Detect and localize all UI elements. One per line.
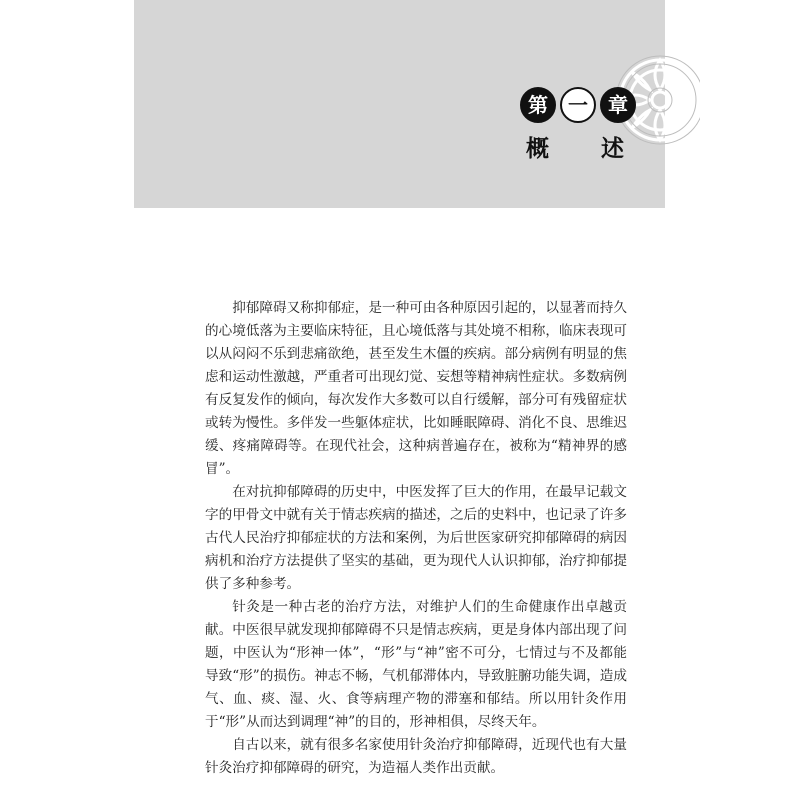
paragraph: 针灸是一种古老的治疗方法，对维护人们的生命健康作出卓越贡献。中医很早就发现抑郁障碍不只是情志疾病，更是身体内部出现了问题，中医认为“形神一体”，“形”与“神”密不可分，七情过与不及都能导致“形”的损伤。神志不畅，气机郁滞体内，导致脏腑功能失调，造成气、血、痰、湿、火、食等病理产物的滞塞和郁结。所以用针灸作用于“形”从而达到调理“神”的目的，形神相俱，尽终天年。 xyxy=(205,599,627,730)
chapter-title xyxy=(520,86,636,124)
paragraph: 在对抗抑郁障碍的历史中，中医发挥了巨大的作用，在最早记载文字的甲骨文中就有关于情志疾病的描述，之后的史料中，也记录了许多古代人民治疗抑郁症状的方法和案例，为后世医家研究抑郁障碍的病因病机和治疗方法提供了坚实的基础，更为现代人认识抑郁，治疗抑郁提供了多种参考。 xyxy=(205,484,627,592)
section-title: 概 述 xyxy=(526,135,647,162)
body-text xyxy=(205,297,627,780)
paragraph: 抑郁障碍又称抑郁症，是一种可由各种原因引起的，以显著而持久的心境低落为主要临床特征，且心境低落与其处境不相称，临床表现可以从闷闷不乐到悲痛欲绝，甚至发生木僵的疾病。部分病例有明显的焦虑和运动性激越，严重者可出现幻觉、妄想等精神病性症状。多数病例有反复发作的倾向，每次发作大多数可以自行缓解，部分可有残留症状或转为慢性。多伴发一些躯体症状，比如睡眠障碍、消化不良、思维迟缓、疼痛障碍等。在现代社会，这种病普遍存在，被称为“精神界的感冒”。 xyxy=(205,300,627,477)
chapter-char-zhang: 章 xyxy=(600,87,636,123)
paragraph: 自古以来，就有很多名家使用针灸治疗抑郁障碍，近现代也有大量针灸治疗抑郁障碍的研究，为造福人类作出贡献。 xyxy=(205,737,627,776)
chapter-char-di: 第 xyxy=(520,87,556,123)
chapter-char-yi: 一 xyxy=(560,87,596,123)
